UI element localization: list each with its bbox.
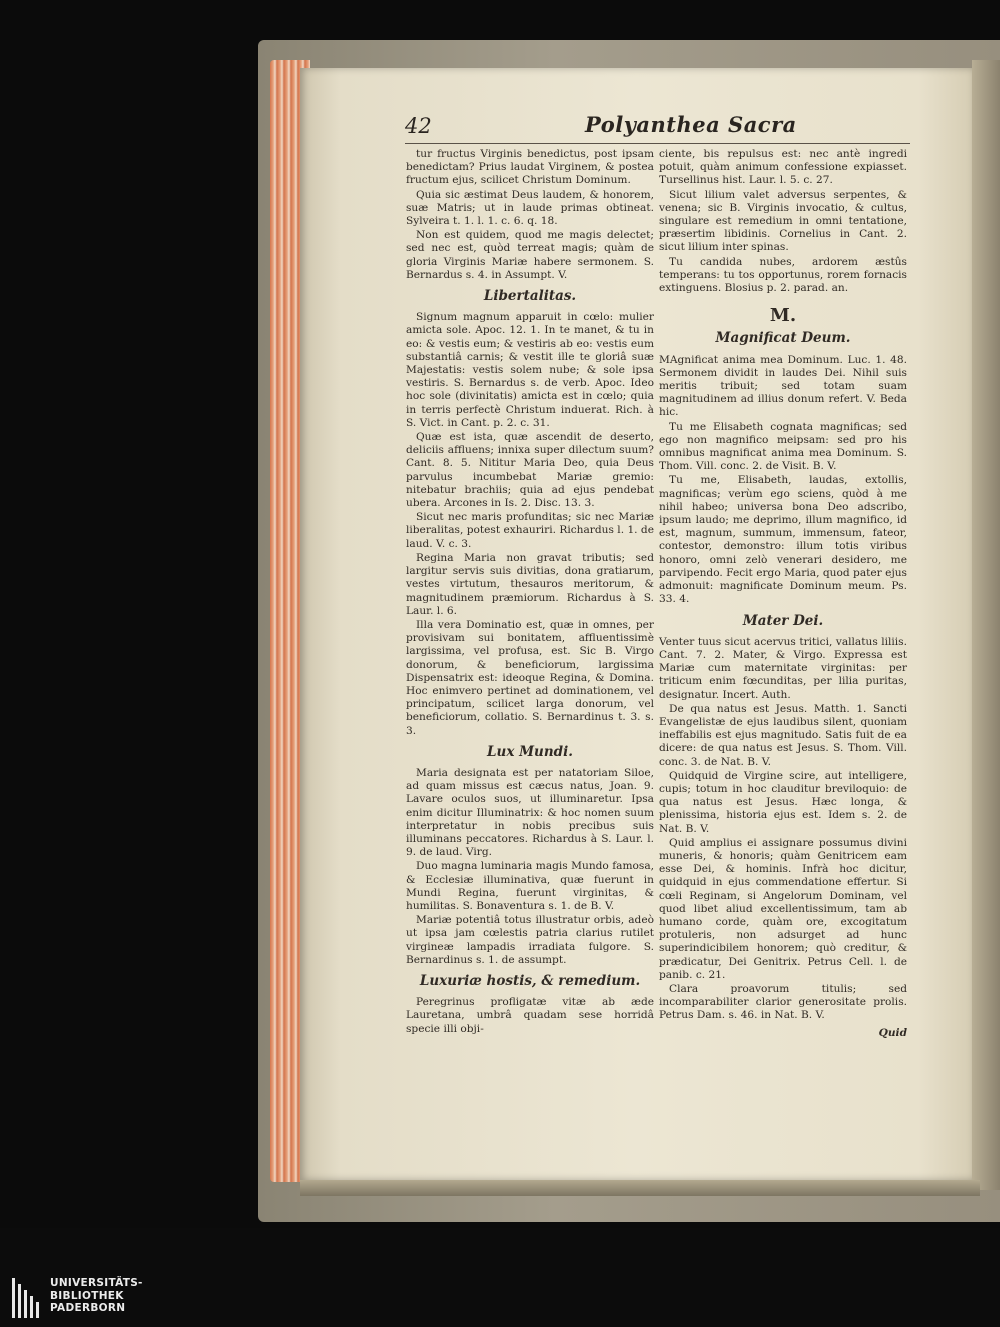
- paragraph: MAgnificat anima mea Dominum. Luc. 1. 48. Sermonem dividit in laudes Dei. Nihil suis meritis tribuit; sed totam suam magnitudinem ad illius donum refert. V. Beda hic.: [659, 353, 907, 419]
- paragraph: tur fructus Virginis benedictus, post ipsam benedictam? Prius laudat Virginem, & postea fructum ejus, scilicet Christum Dominum.: [406, 148, 654, 187]
- section-heading: Lux Mundi.: [487, 743, 573, 760]
- page-number: 42: [405, 114, 432, 138]
- paragraph: Sicut nec maris profunditas; sic nec Mariæ liberalitas, potest exhauriri. Richardus l. 1. de laud. V. c. 3.: [406, 511, 654, 550]
- paragraph: Peregrinus profligatæ vitæ ab æde Lauretana, umbrâ quadam sese horridâ specie illi obji-: [406, 996, 654, 1035]
- paragraph: De qua natus est Jesus. Matth. 1. Sancti Evangelistæ de ejus laudibus silent, quoniam ineffabilis est ejus magnitudo. Satis fuit de ea dicere: de qua natus est Jesus. S. Thom. Vill. conc. 3. de Nat. B. V.: [659, 702, 907, 768]
- paragraph: Duo magna luminaria magis Mundo famosa, & Ecclesiæ illuminativa, quæ fuerunt in Mundi Regina, fuerunt virginitas, & humilitas. S. Bonaventura s. 1. de B. V.: [406, 860, 654, 912]
- logo-line-2: BIBLIOTHEK: [50, 1289, 124, 1302]
- footer-bar: [0, 1228, 1000, 1327]
- paragraph: Quæ est ista, quæ ascendit de deserto, deliciis affluens; innixa super dilectum suum? Cant. 8. 5. Nititur Maria Deo, quia Deus parvulus incumbebat Mariæ gremio: nitebatur brachiis; quia ad ejus pendebat ubera. Arcones in Is. 2. Disc. 13. 3.: [406, 431, 654, 510]
- section-heading: Mater Dei.: [742, 612, 824, 629]
- book-bottom-edge: [300, 1180, 980, 1196]
- book-right-edge: [972, 60, 1000, 1190]
- right-column: [659, 148, 907, 1041]
- paragraph: Tu candida nubes, ardorem æstûs temperans: tu tos opportunus, rorem fornacis extinguens. Blosius p. 2. parad. an.: [659, 255, 907, 295]
- paragraph: Quidquid de Virgine scire, aut intelligere, cupis; totum in hoc clauditur breviloquio: de qua natus est Jesus. Hæc longa, & plenissima, historia ejus est. Idem s. 2. de Nat. B. V.: [659, 769, 907, 835]
- paragraph: Mariæ potentiâ totus illustratur orbis, adeò ut ipsa jam cœlestis patria clarius rutilet virgineæ lampadis irradiata fulgore. S. Bernardinus s. 1. de assumpt.: [406, 914, 654, 966]
- library-logo-text: [50, 1277, 143, 1315]
- paragraph: Quia sic æstimat Deus laudem, & honorem, suæ Matris; ut in laude primas obtineat. Sylveira t. 1. l. 1. c. 6. q. 18.: [406, 188, 654, 228]
- library-logo-icon: [12, 1278, 42, 1318]
- page-header: [405, 110, 910, 142]
- catchword: Quid: [878, 1026, 907, 1039]
- header-rule: [405, 143, 910, 144]
- paragraph: Venter tuus sicut acervus tritici, vallatus liliis. Cant. 7. 2. Mater, & Virgo. Expressa est Mariæ cum maternitate virginitas: per triticum enim fœcunditas, per lilia puritas, designatur. Incert. Auth.: [659, 635, 907, 701]
- paragraph: Quid amplius ei assignare possumus divini muneris, & honoris; quàm Genitricem eam esse Dei, & hominis. Infrà hoc dicitur, quidquid in ejus commendatione effertur. Si cœli Reginam, si Angelorum Dominam, vel quod libet aliud excellentissimum, tam ab humano corde, quàm ore, excogitatum protuleris, non adsurget ad hunc superindicibilem honorem; quò creditur, & prædicatur, Dei Genitrix. Petrus Cell. l. de panib. c. 21.: [659, 836, 907, 981]
- paragraph: Sicut lilium valet adversus serpentes, & venena; sic B. Virginis invocatio, & cultus, singulare est remedium in omni tentatione, præsertim libidinis. Cornelius in Cant. 2. sicut lilium inter spinas.: [659, 188, 907, 254]
- paragraph: Illa vera Dominatio est, quæ in omnes, per provisivam sui bonitatem, affluentissimè largissima, vel profusa, est. Sic B. Virgo donorum, & beneficiorum, largissima Dispensatrix est: ideoque Regina, & Domina. Hoc enimvero pertinet ad dominationem, vel principatum, scilicet larga donorum, vel beneficiorum, collatio. S. Bernardinus t. 3. s. 3.: [406, 618, 654, 737]
- section-heading: Luxuriæ hostis, & remedium.: [419, 972, 641, 989]
- section-heading: Magnificat Deum.: [715, 330, 851, 347]
- logo-line-3: PADERBORN: [50, 1302, 126, 1314]
- paragraph: Maria designata est per natatoriam Siloe, ad quam missus est cæcus natus, Joan. 9. Lavare oculos suos, ut illuminaretur. Ipsa enim dicitur Illuminatrix: & hoc nomen suum interpretatur in nobis precibus suis illuminans peccatores. Richardus à S. Laur. l. 9. de laud. Virg.: [406, 766, 654, 859]
- paragraph: Regina Maria non gravat tributis; sed largitur servis suis divitias, dona gratiarum, vestes virtutum, thesauros meritorum, & magnitudinem præmiorum. Richardus à S. Laur. l. 6.: [406, 551, 654, 617]
- section-heading: Libertalitas.: [483, 288, 577, 305]
- paragraph: Tu me, Elisabeth, laudas, extollis, magnificas; verùm ego sciens, quòd à me nihil habeo; universa bona Deo adscribo, ipsum laudo; me deprimo, illum magnifico, id est, magnum, summum, immensum, fateor, contestor, demonstro: illum totis viribus honoro, omni zelò venerari desidero, me parvipendo. Fecit ergo Maria, quod pater ejus admonuit: magnificate Dominum meum. Ps. 33. 4.: [659, 474, 907, 606]
- paragraph: Tu me Elisabeth cognata magnificas; sed ego non magnifico meipsam: sed pro his omnibus magnificat anima mea Dominum. S. Thom. Vill. conc. 2. de Visit. B. V.: [659, 420, 907, 473]
- paragraph: ciente, bis repulsus est: nec antè ingredi potuit, quàm animum confessione expiasset. Tursellinus hist. Laur. l. 5. c. 27.: [659, 148, 907, 187]
- paragraph: Signum magnum apparuit in cœlo: mulier amicta sole. Apoc. 12. 1. In te manet, & tu in eo: & vestis eum; & vestiris ab eo: vestis eum substantiâ carnis; & vestit ille te gloriâ suæ Majestatis: vestis solem nube; & sole ipsa vestiris. S. Bernardus s. de verb. Apoc. Ideo hoc sole (divinitatis) amicta est in cœlo; quia in terris perfectè Christum induerat. Rich. à S. Vict. in Cant. p. 2. c. 31.: [406, 311, 654, 429]
- running-head: Polyanthea Sacra: [585, 112, 797, 137]
- paragraph: Non est quidem, quod me magis delectet; sed nec est, quòd terreat magis; quàm de gloria Virginis Mariæ habere sermonem. S. Bernardus s. 4. in Assumpt. V.: [406, 229, 654, 281]
- left-column: [406, 148, 654, 1037]
- logo-line-1: UNIVERSITÄTS-: [50, 1277, 143, 1289]
- paragraph: Clara proavorum titulis; sed incomparabiliter clarior generositate prolis. Petrus Dam. s. 46. in Nat. B. V.: [659, 982, 907, 1022]
- letter-heading: M.: [769, 305, 797, 327]
